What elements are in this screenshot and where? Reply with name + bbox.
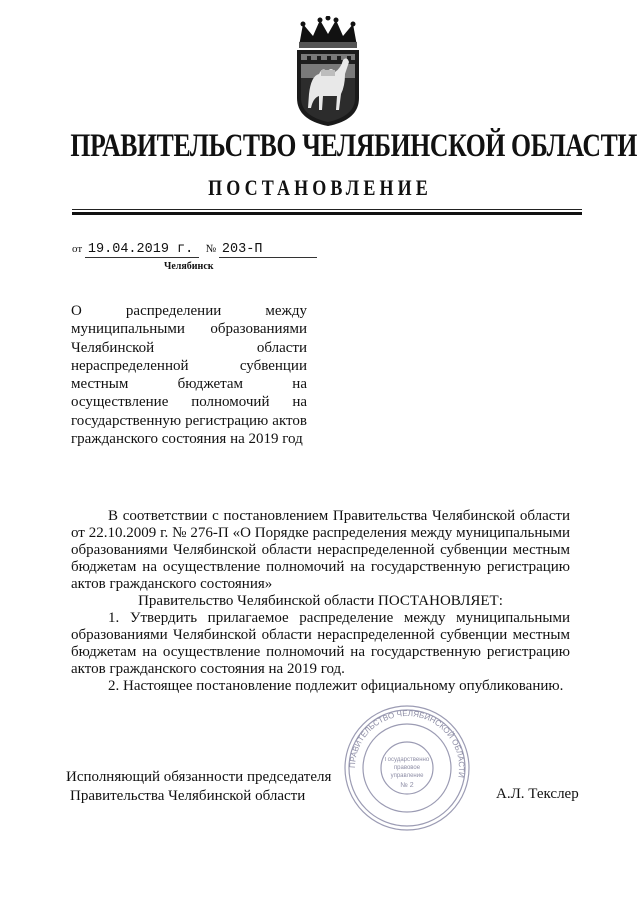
header-divider-thick bbox=[72, 212, 582, 215]
document-body bbox=[71, 508, 570, 695]
signatory-position-line-2: Правительства Челябинской области bbox=[70, 787, 306, 804]
document-number: 203-П bbox=[219, 242, 317, 258]
coat-of-arms-icon bbox=[287, 16, 369, 128]
document-meta-row bbox=[72, 242, 317, 258]
item-2-paragraph: 2. Настоящее постановление подлежит официальному опубликованию. bbox=[108, 678, 564, 694]
number-label: № bbox=[205, 243, 217, 255]
svg-text:Государственно: Государственно bbox=[384, 757, 430, 763]
city-label: Челябинск bbox=[164, 261, 214, 272]
official-stamp bbox=[342, 703, 472, 833]
from-label: от bbox=[72, 243, 83, 255]
item-1-paragraph: 1. Утвердить прилагаемое распределение между муниципальными образованиями Челябинской области нераспределенной субвенции местным бюджетам на осуществление полномочий на государственную регистрацию актов гражданского состояния на 2019 год. bbox=[71, 610, 570, 677]
svg-text:управление: управление bbox=[390, 773, 424, 779]
svg-text:правовое: правовое bbox=[393, 765, 421, 771]
decree-paragraph: Правительство Челябинской области ПОСТАНОВЛЯЕТ: bbox=[138, 593, 503, 609]
stamp-outer-text: ПРАВИТЕЛЬСТВО ЧЕЛЯБИНСКОЙ ОБЛАСТИ bbox=[347, 708, 467, 779]
svg-text:№ 2: № 2 bbox=[400, 782, 414, 789]
signatory-position-line-1: Исполняющий обязанности председателя bbox=[66, 769, 332, 785]
signatory-name: А.Л. Текслер bbox=[496, 786, 579, 802]
government-title: ПРАВИТЕЛЬСТВО ЧЕЛЯБИНСКОЙ ОБЛАСТИ bbox=[70, 128, 637, 164]
header-divider-thin bbox=[72, 209, 582, 210]
document-subject: О распределении между муниципальными образованиями Челябинской области нераспределенной субвенции местным бюджетам на осуществление полномочий на государственную регистрацию актов гражданского состояния на 2019 год bbox=[71, 303, 307, 448]
signatory-position bbox=[66, 768, 331, 805]
document-date: 19.04.2019 г. bbox=[85, 242, 199, 258]
preamble-paragraph: В соответствии с постановлением Правительства Челябинской области от 22.10.2009 г. № 276-П «О Порядке распределения между муниципальными образованиями Челябинской области нераспределенной субвенции местным бюджетам на осуществление полномочий на государственную регистрацию актов гражданского состояния» bbox=[71, 508, 570, 592]
document-type-title: ПОСТАНОВЛЕНИЕ bbox=[208, 175, 432, 200]
